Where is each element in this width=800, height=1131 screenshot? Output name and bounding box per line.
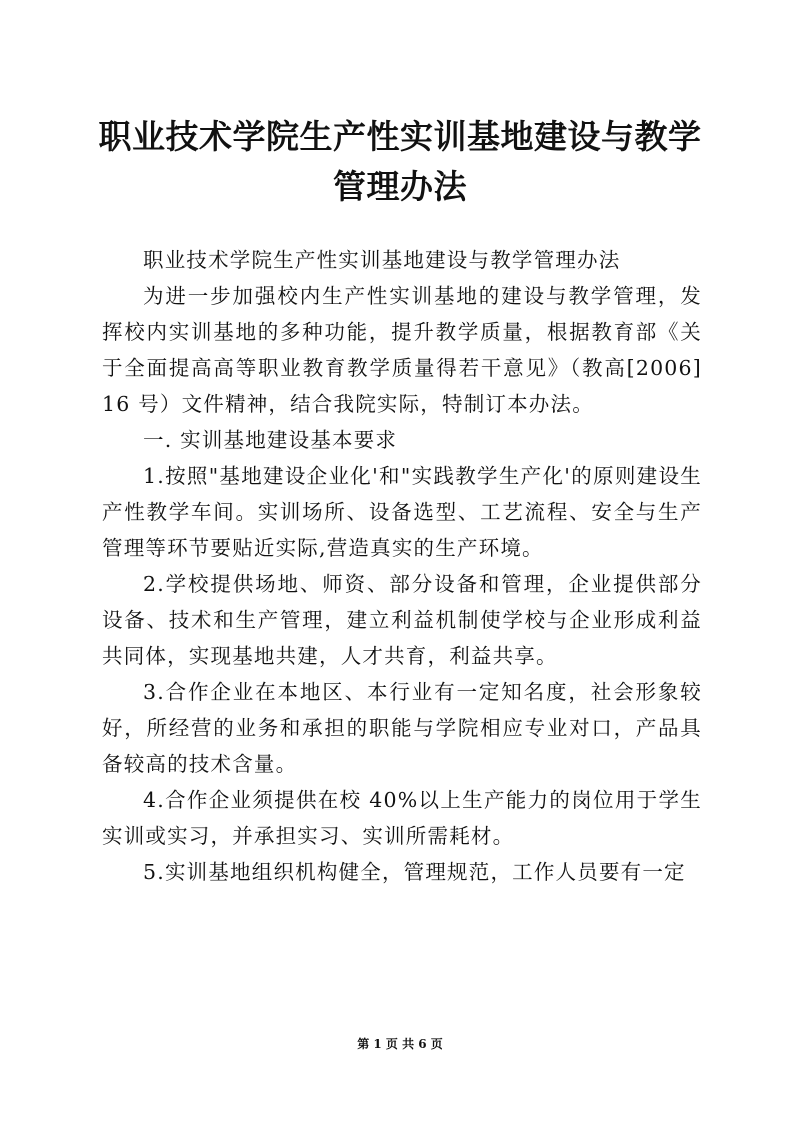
page-number-footer: 第 1 页 共 6 页: [357, 1037, 443, 1051]
paragraph-item-5: 5.实训基地组织机构健全，管理规范，工作人员要有一定: [143, 860, 686, 884]
document-title: 职业技术学院生产性实训基地建设与教学管理办法: [98, 117, 702, 206]
document-body: [102, 242, 702, 890]
paragraph-subtitle: 职业技术学院生产性实训基地建设与教学管理办法: [143, 248, 621, 272]
paragraph-item-4: 4.合作企业须提供在校 40%以上生产能力的岗位用于学生实训或实习，并承担实习、实训所需耗材。: [102, 788, 702, 848]
paragraph-intro: 为进一步加强校内生产性实训基地的建设与教学管理，发挥校内实训基地的多种功能，提升教学质量，根据教育部《关于全面提高高等职业教育教学质量得若干意见》（教高[2006]16 号）文件精神，结合我院实际，特制订本办法。: [102, 284, 702, 416]
paragraph-item-2: 2.学校提供场地、师资、部分设备和管理，企业提供部分设备、技术和生产管理，建立利益机制使学校与企业形成利益共同体，实现基地共建，人才共育，利益共享。: [102, 572, 702, 668]
section-heading: 一. 实训基地建设基本要求: [143, 428, 398, 452]
paragraph-item-1: 1.按照"基地建设企业化'和"实践教学生产化'的原则建设生产性教学车间。实训场所、设备选型、工艺流程、安全与生产管理等环节要贴近实际,营造真实的生产环境。: [102, 464, 702, 560]
paragraph-item-3: 3.合作企业在本地区、本行业有一定知名度，社会形象较好，所经营的业务和承担的职能与学院相应专业对口，产品具备较高的技术含量。: [102, 680, 702, 776]
